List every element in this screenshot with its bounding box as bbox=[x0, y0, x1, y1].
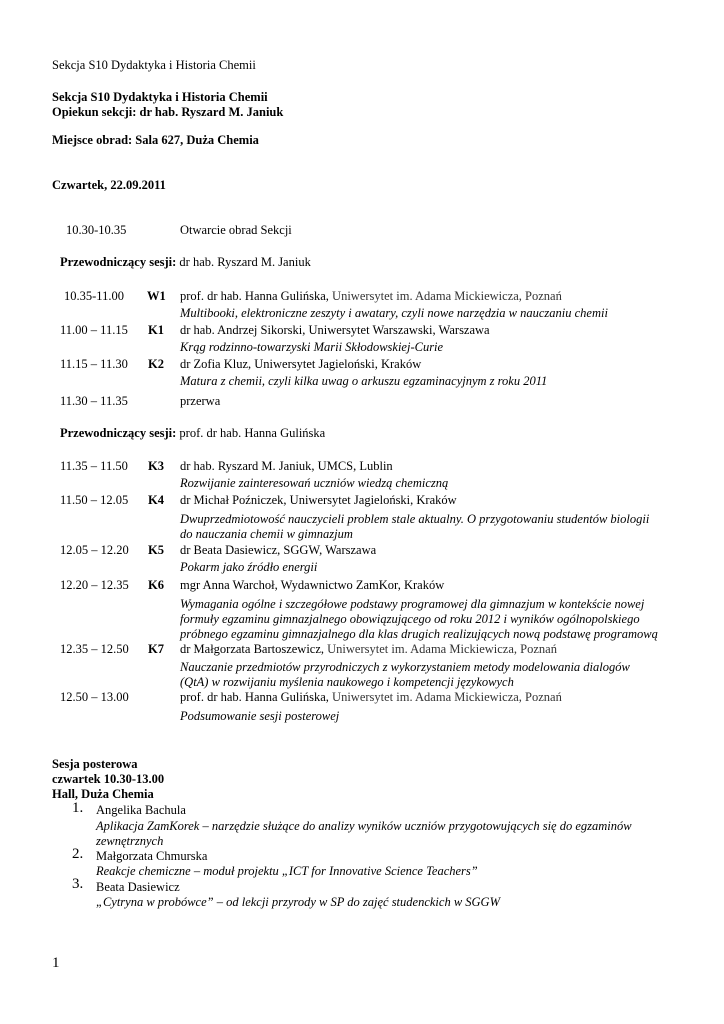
talk-title: Pokarm jako źródło energii bbox=[180, 560, 318, 574]
author-affiliation: Uniwersytet im. Adama Mickiewicza, Poznań bbox=[332, 289, 562, 303]
opening-time: 10.30-10.35 bbox=[66, 223, 127, 237]
talk-title: Podsumowanie sesji posterowej bbox=[180, 709, 340, 723]
poster-title: „Cytryna w probówce” – od lekcji przyrody w SP do zajęć studenckich w SGGW bbox=[96, 895, 500, 909]
poster-author: Angelika Bachula bbox=[96, 803, 186, 817]
talk-title-cont: do nauczania chemii w gimnazjum bbox=[180, 527, 353, 541]
talk-code: W1 bbox=[147, 289, 166, 303]
list-number: 3. bbox=[72, 876, 84, 892]
talk-code: K2 bbox=[148, 357, 164, 371]
talk-title: Matura z chemii, czyli kilka uwag o arkuszu egzaminacyjnym z roku 2011 bbox=[180, 374, 548, 388]
break-time: 11.30 – 11.35 bbox=[60, 394, 128, 408]
talk-title-cont: (QtA) w rozwijaniu myślenia naukowego i kompetencji językowych bbox=[180, 675, 514, 689]
page-number: 1 bbox=[52, 955, 60, 971]
talk-time: 12.05 – 12.20 bbox=[60, 543, 129, 557]
talk-author bbox=[180, 642, 557, 657]
author-affiliation: Uniwersytet im. Adama Mickiewicza, Poznań bbox=[327, 642, 557, 656]
session-chair-2 bbox=[60, 426, 325, 441]
talk-title: Wymagania ogólne i szczegółowe podstawy programowej dla gimnazjum w kontekście nowej bbox=[180, 597, 645, 611]
talk-code: K7 bbox=[148, 642, 164, 656]
talk-author: dr Michał Poźniczek, Uniwersytet Jagieloński, Kraków bbox=[180, 493, 457, 507]
talk-author: mgr Anna Warchoł, Wydawnictwo ZamKor, Kraków bbox=[180, 578, 445, 592]
talk-title: Nauczanie przedmiotów przyrodniczych z wykorzystaniem metody modelowania dialogów bbox=[180, 660, 630, 674]
author-name: prof. dr hab. Hanna Gulińska, bbox=[180, 289, 333, 303]
talk-title: Dwuprzedmiotowość nauczycieli problem stale aktualny. O przygotowaniu studentów biologii bbox=[180, 512, 650, 526]
chair-name: prof. dr hab. Hanna Gulińska bbox=[176, 426, 326, 440]
talk-time: 12.50 – 13.00 bbox=[60, 690, 129, 704]
running-header: Sekcja S10 Dydaktyka i Historia Chemii bbox=[52, 58, 256, 72]
talk-author bbox=[180, 690, 562, 705]
talk-time: 12.20 – 12.35 bbox=[60, 578, 129, 592]
talk-code: K3 bbox=[148, 459, 164, 473]
talk-title-cont: próbnego egzaminu gimnazjalnego dla klas drugich realizujących nową podstawę programową bbox=[180, 627, 658, 641]
author-affiliation: Uniwersytet im. Adama Mickiewicza, Poznań bbox=[332, 690, 562, 704]
poster-heading: Sesja posterowa bbox=[52, 757, 138, 771]
talk-author: dr hab. Andrzej Sikorski, Uniwersytet Warszawski, Warszawa bbox=[180, 323, 490, 337]
section-title: Sekcja S10 Dydaktyka i Historia Chemii bbox=[52, 90, 268, 104]
poster-author: Małgorzata Chmurska bbox=[96, 849, 208, 863]
chair-label: Przewodniczący sesji: bbox=[60, 255, 177, 269]
talk-time: 10.35-11.00 bbox=[64, 289, 124, 303]
talk-time: 11.35 – 11.50 bbox=[60, 459, 128, 473]
poster-author: Beata Dasiewicz bbox=[96, 880, 180, 894]
session-chair-1 bbox=[60, 255, 311, 270]
chair-name: dr hab. Ryszard M. Janiuk bbox=[176, 255, 311, 269]
talk-title: Multibooki, elektroniczne zeszyty i awatary, czyli nowe narzędzia w nauczaniu chemii bbox=[180, 306, 608, 320]
talk-time: 12.35 – 12.50 bbox=[60, 642, 129, 656]
list-number: 2. bbox=[72, 846, 84, 862]
poster-time: czwartek 10.30-13.00 bbox=[52, 772, 165, 786]
talk-time: 11.50 – 12.05 bbox=[60, 493, 129, 507]
talk-author: dr Zofia Kluz, Uniwersytet Jagieloński, Kraków bbox=[180, 357, 422, 371]
talk-code: K5 bbox=[148, 543, 164, 557]
poster-place: Hall, Duża Chemia bbox=[52, 787, 154, 801]
author-name: prof. dr hab. Hanna Gulińska, bbox=[180, 690, 333, 704]
talk-time: 11.00 – 11.15 bbox=[60, 323, 128, 337]
talk-title: Krąg rodzinno-towarzyski Marii Skłodowskiej-Curie bbox=[180, 340, 444, 354]
talk-time: 11.15 – 11.30 bbox=[60, 357, 128, 371]
author-name: dr Małgorzata Bartoszewicz, bbox=[180, 642, 328, 656]
talk-code: K1 bbox=[148, 323, 164, 337]
talk-author: dr Beata Dasiewicz, SGGW, Warszawa bbox=[180, 543, 377, 557]
talk-code: K6 bbox=[148, 578, 164, 592]
poster-title-cont: zewnętrznych bbox=[96, 834, 164, 848]
opening-text: Otwarcie obrad Sekcji bbox=[180, 223, 292, 237]
day-heading: Czwartek, 22.09.2011 bbox=[52, 178, 166, 192]
venue: Miejsce obrad: Sala 627, Duża Chemia bbox=[52, 133, 259, 147]
talk-code: K4 bbox=[148, 493, 164, 507]
chair-label: Przewodniczący sesji: bbox=[60, 426, 177, 440]
list-number: 1. bbox=[72, 800, 84, 816]
section-guardian: Opiekun sekcji: dr hab. Ryszard M. Janiuk bbox=[52, 105, 284, 119]
break-text: przerwa bbox=[180, 394, 221, 408]
poster-title: Aplikacja ZamKorek – narzędzie służące do analizy wyników uczniów przygotowujących się do egzaminów bbox=[96, 819, 632, 833]
talk-author bbox=[180, 289, 562, 304]
poster-title: Reakcje chemiczne – moduł projektu „ICT for Innovative Science Teachers” bbox=[96, 864, 478, 878]
talk-title: Rozwijanie zainteresowań uczniów wiedzą chemiczną bbox=[180, 476, 449, 490]
talk-author: dr hab. Ryszard M. Janiuk, UMCS, Lublin bbox=[180, 459, 393, 473]
talk-title-cont: formuły egzaminu gimnazjalnego obowiązującego od roku 2012 i wyników ogólnopolskiego bbox=[180, 612, 640, 626]
